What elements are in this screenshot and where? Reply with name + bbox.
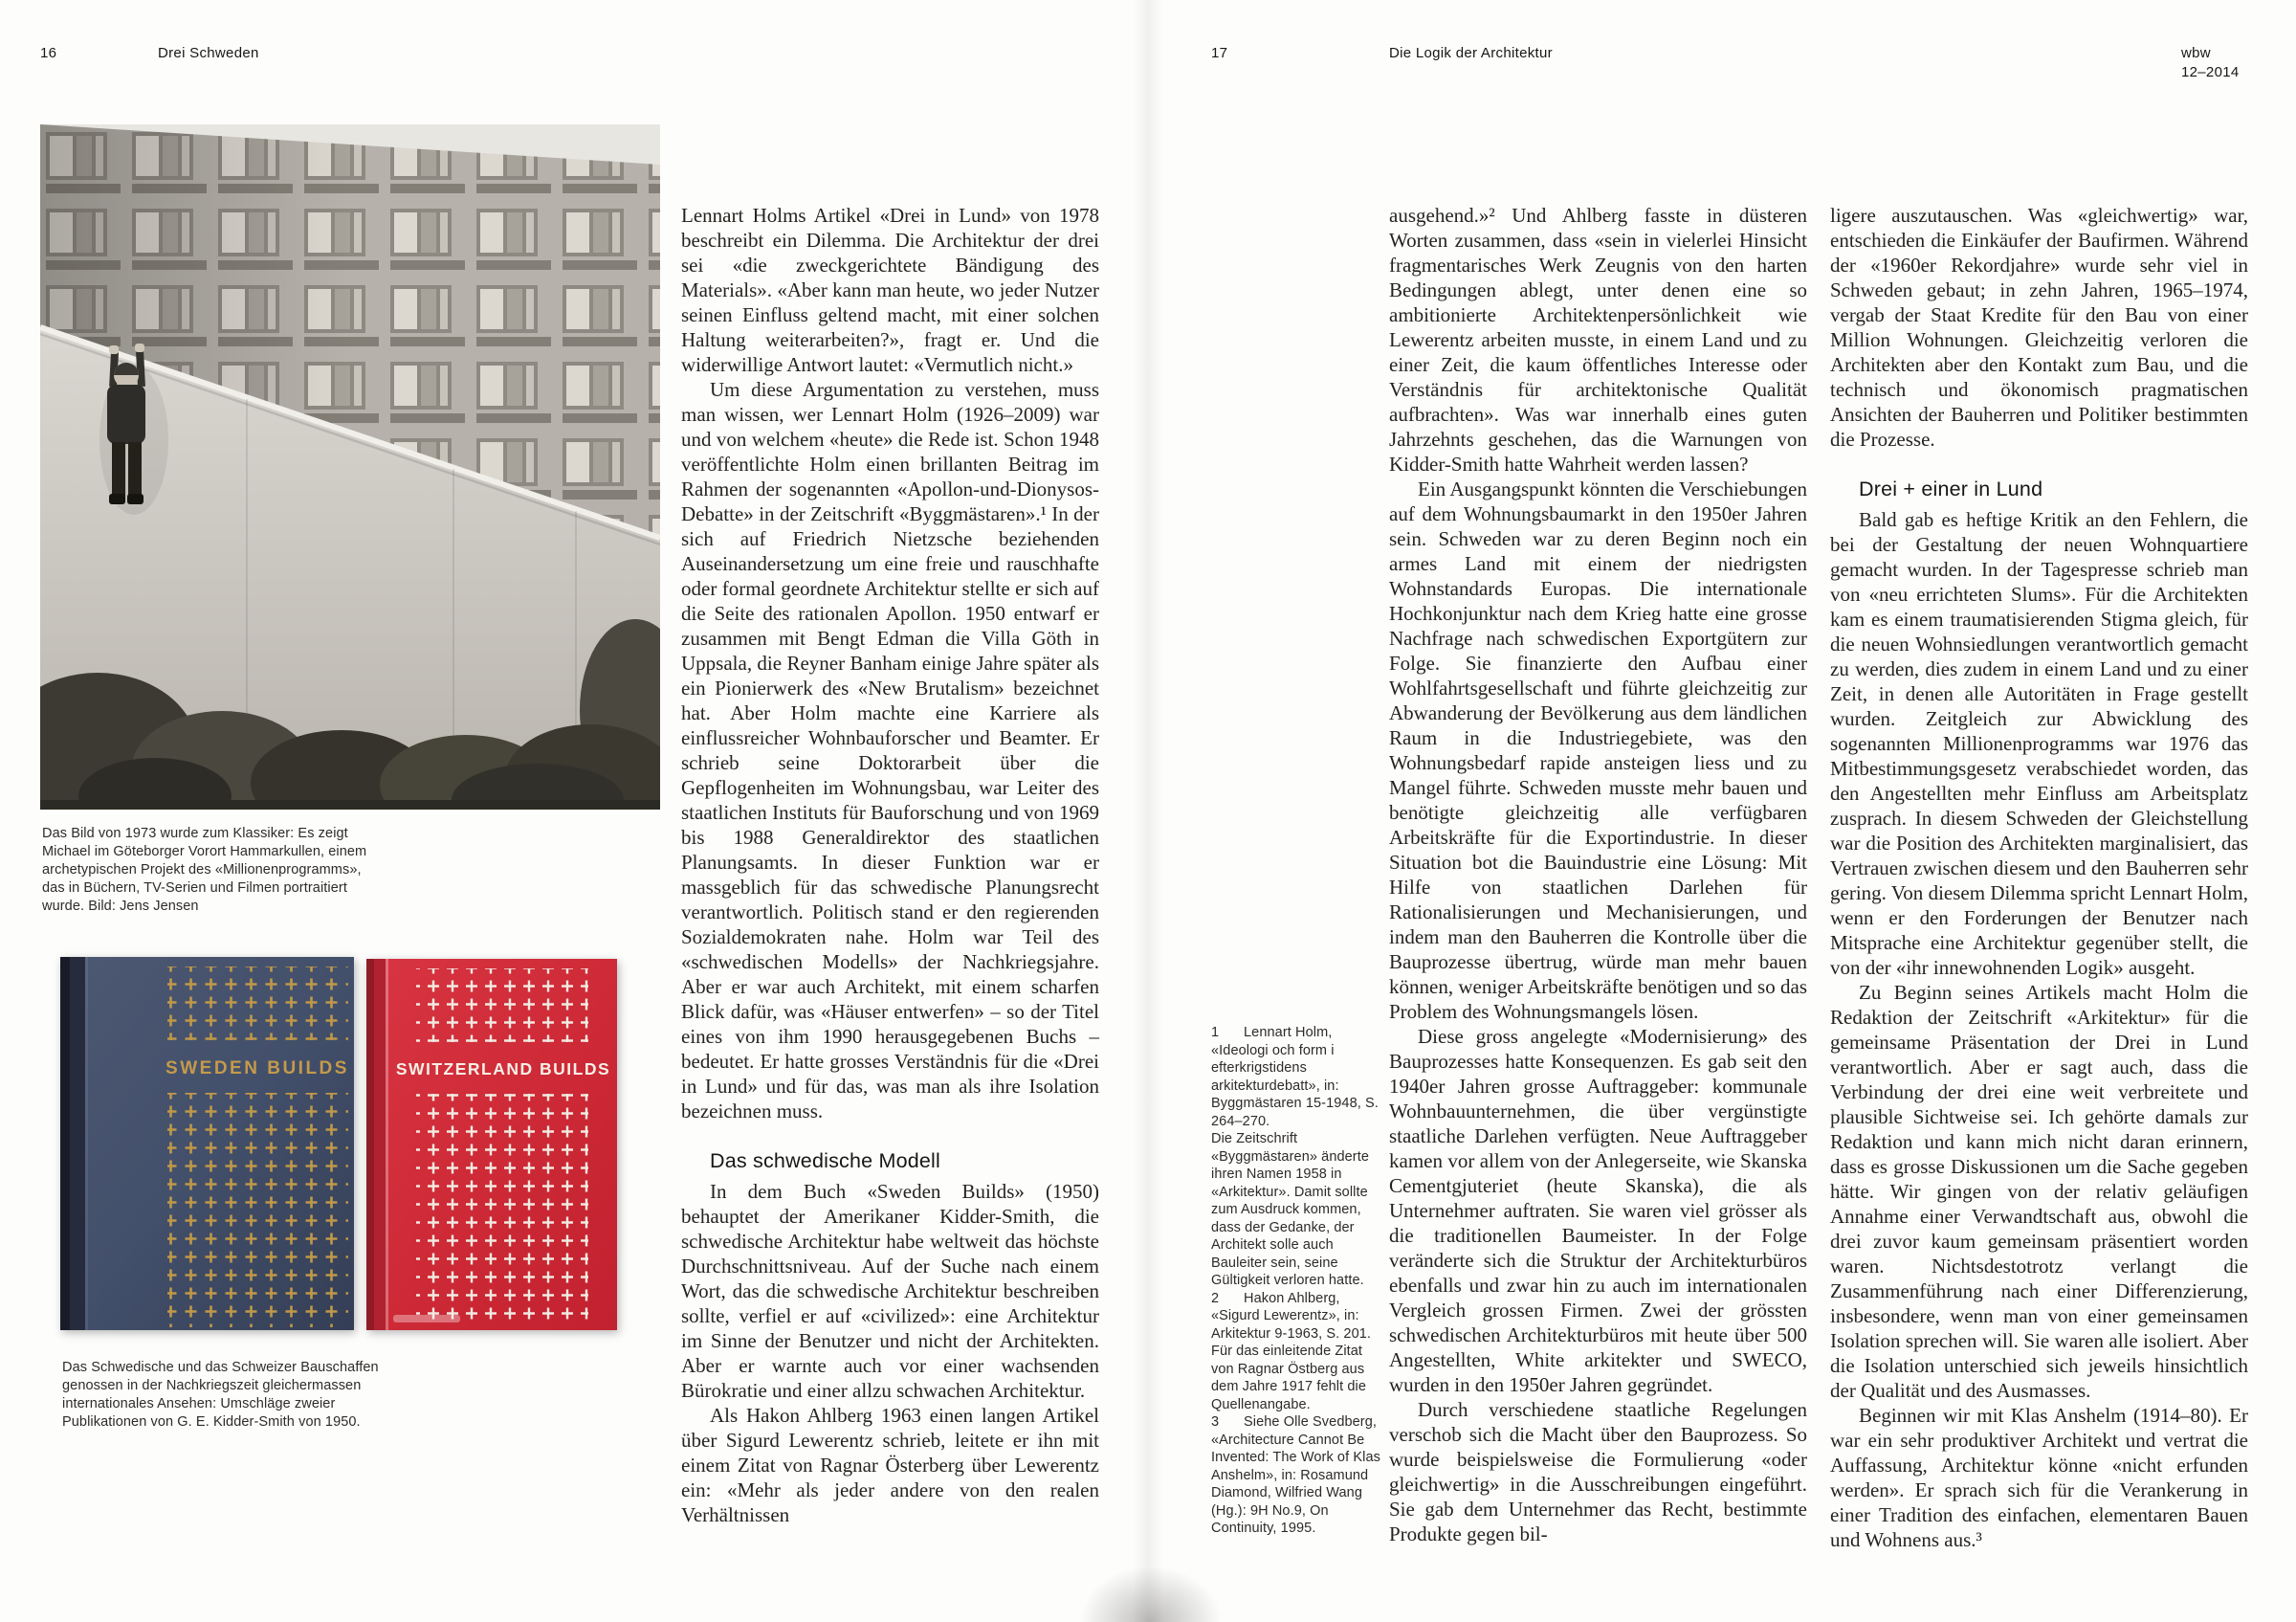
running-head-right: Die Logik der Architektur: [1389, 45, 1553, 61]
footnote-number: 1: [1211, 1025, 1220, 1040]
paragraph: Beginnen wir mit Klas Anshelm (1914–80). Er war ein sehr produktiver Architekt und vertrat die Auffassung, Architektur könne «nicht erfunden werden». Er sprach sich für die Verankerung in einer Tradition des einfachen, elementaren Bauen und Wohnens aus.³: [1830, 1404, 2248, 1551]
page-number-left: 16: [40, 45, 57, 61]
footnote-column: [1211, 1024, 1381, 1538]
footnote-text: Hakon Ahlberg, «Sigurd Lewerentz», in: Arkitektur 9-1963, S. 201. Für das einleitende Zitat von Ragnar Östberg aus dem Jahre 1917 fehlt die Quellenangabe.: [1211, 1290, 1372, 1412]
paragraph: Bald gab es heftige Kritik an den Fehlern, die bei der Gestaltung der neuen Wohnquartiere gemacht wurden. In der Tagespresse schrieb man von «neu errichteten Slums». Für die Architekten kam es einem traumatisierenden Stigma gleich, für die neuen Wohnsiedlungen verantwortlich gemacht zu werden, dies zudem in einem Land und zu einer Zeit, in denen alle Autoritäten in Frage gestellt wurden. Zeitgleich zur Abwicklung des sogenannten Millionenprogramms war 1976 das Mitbestimmungsgesetz verabschiedet worden, das den Angestellten mehr Einfluss am Arbeitsplatz zusprach. In diesem Schweden der Gleichstellung war die Position des Architekten marginalisiert, das Vertrauen zwischen diesem und den Bauherren sehr gering. Von diesem Dilemma spricht Lennart Holm, wenn er den Forderungen der Benutzer nach Mitsprache eine Architektur gegenüber stellt, die von der «ihr innewohnenden Logik» ausgeht.: [1830, 508, 2248, 979]
paragraph: ligere auszutauschen. Was «gleichwertig» war, entschieden die Einkäufer der Baufirmen. Während der «1960er Rekordjahre» wurde sehr viel in Schweden gebaut; in zehn Jahren, 1965–1974, vergab der Staat Kredite für den Bau von einer Million Wohnungen. Gleichzeitig verloren die Architekten aber den Kontakt zum Bau, und die technisch und ökonomisch pragmatischen Ansichten der Bauherren und Politiker bestimmten die Prozesse.: [1830, 204, 2248, 451]
section-subheading: Das schwedische Modell: [710, 1149, 941, 1172]
paragraph: Durch verschiedene staatliche Regelungen verschob sich die Macht über den Bauprozess. So wurde beispielsweise die Formulierung «oder gleichwertig» in die Ausschreibungen eingeführt. Sie gab dem Unternehmer das Recht, bestimmte Produkte gegen bil-: [1389, 1398, 1807, 1545]
paragraph: In dem Buch «Sweden Builds» (1950) behauptet der Amerikaner Kidder-Smith, die schwedische Architektur habe weltweit das höchste Durchschnittsniveau. Auf der Suche nach einem Wort, das die schwedische Architektur beschreiben sollte, verfiel er auf «civilized»: eine Architektur im Sinne der Benutzer und nicht der Architekten. Aber er warnte auch vor einer wachsenden Bürokratie und einer allzu schwachen Architektur.: [681, 1180, 1099, 1402]
body-column-right-page-1: [1389, 203, 1807, 1546]
cover-wear-mark: [393, 1315, 460, 1322]
book-cover-switzerland-builds: [366, 959, 617, 1330]
page-gutter: [1133, 0, 1163, 1622]
book-spine: [366, 959, 374, 1330]
paragraph: ausgehend.»² Und Ahlberg fasste in düsteren Worten zusammen, dass «sein in vielerlei Hinsicht fragmentarisches Werk Zeugnis von den harten Bedingungen ablegt, unter denen eine so ambitionierte Architektenpersönlichkeit wie Lewerentz arbeiten musste, in einem Land und zu einer Zeit, die kaum öffentliches Interesse oder Verständnis für architektonische Qualität aufbrachten». Was war innerhalb eines guten Jahrzehnts geschehen, das die Warnungen von Kidder-Smith hatte Wahrheit werden lassen?: [1389, 204, 1807, 476]
footnote: [1211, 1024, 1381, 1130]
book-title-switzerland: SWITZERLAND BUILDS: [395, 1059, 611, 1078]
issue-number: 12–2014: [2181, 64, 2240, 80]
books-caption: Das Schwedische und das Schweizer Bauschaffen genossen in der Nachkriegszeit gleichermassen internationales Ansehen: Umschläge zweier Publikationen von G. E. Kidder-Smith von 1950.: [62, 1360, 379, 1430]
footnote-text: Die Zeitschrift «Byggmästaren» änderte ihren Namen 1958 in «Arkitektur». Damit sollte zum Ausdruck kommen, dass der Gedanke, der Architekt solle auch Bauleiter sein, seine Gültigkeit verloren hatte.: [1211, 1131, 1370, 1288]
white-plus-grid-bottom: [416, 1094, 588, 1323]
paragraph: Lennart Holms Artikel «Drei in Lund» von 1978 beschreibt ein Dilemma. Die Architektur der drei sei «die zweckgerichtete Bändigung des Materials». «Aber kann man heute, wo jeder Nutzer seinen Einfluss geltend macht, mit einer solchen Haltung weiterarbeiten?», fragt er. Und die widerwillige Antwort lautet: «Vermutlich nicht.»: [681, 204, 1099, 376]
footnote: [1211, 1130, 1381, 1290]
footnote-number: 3: [1211, 1414, 1220, 1430]
paragraph: Als Hakon Ahlberg 1963 einen langen Artikel über Sigurd Lewerentz schrieb, leitete er ihn mit einem Zitat von Ragnar Österberg über Lewerentz ein: «Mehr als jeder andere von den realen Verhältnissen: [681, 1404, 1099, 1526]
footnote-text: Lennart Holm, «Ideologi och form i efterkrigstidens arkitekturdebatt», in: Byggmästaren 15-1948, S. 264–270.: [1211, 1025, 1379, 1129]
section-subheading: Drei + einer in Lund: [1859, 478, 2043, 500]
footnote-number: 2: [1211, 1290, 1220, 1306]
body-column-left-page: [681, 203, 1099, 1527]
paragraph: Ein Ausgangspunkt könnten die Verschiebungen auf dem Wohnungsbaumarkt in den 1950er Jahren sein. Schweden war zu deren Beginn noch ein armes Land mit einem der niedrigsten Wohnstandards Europas. Die internationale Hochkonjunktur nach dem Krieg hatte eine grosse Nachfrage nach schwedischen Exportgütern zur Folge. Sie finanzierte den Aufbau einer Wohlfahrtsgesellschaft und führte gleichzeitig zur Abwanderung der Bevölkerung aus dem ländlichen Raum in die Industriegebiete, was den Wohnungsbedarf rapide ansteigen liess und zu Mangel führte. Schweden musste mehr bauen und benötigte gleichzeitig alle verfügbaren Arbeitskräfte für die Exportindustrie. In dieser Situation bot die Bauindustrie eine Lösung: Mit Hilfe von staatlichen Darlehen für Rationalisierungen und Mechanisierungen, und indem man den Bauherren die Kontrolle über die Bauprozesse übertrug, würde man mehr bauen können, weniger Arbeitskräfte benötigen und so das Problem des Wohnungsmangels lösen.: [1389, 478, 1807, 1023]
binding-shadow: [1079, 1566, 1223, 1622]
book-title-sweden: SWEDEN BUILDS: [166, 1058, 349, 1078]
issue-logo: [2181, 44, 2240, 82]
magazine-name: wbw: [2181, 45, 2211, 61]
white-plus-grid-top: [416, 968, 588, 1042]
footnote-text: Siehe Olle Svedberg, «Architecture Cannot Be Invented: The Work of Klas Anshelm», in: Rosamund Diamond, Wilfried Wang (Hg.): 9H No.9, On Continuity, 1995.: [1211, 1414, 1380, 1536]
book-spine: [60, 957, 70, 1330]
gold-plus-grid-top: [167, 967, 348, 1040]
photo-caption: Das Bild von 1973 wurde zum Klassiker: Es zeigt Michael im Göteborger Vorort Hammarkullen, einem archetypischen Projekt des «Millionenprogramms», das in Büchern, TV-Serien und Filmen portraitiert wurde. Bild: Jens Jensen: [42, 826, 367, 914]
running-head-left: Drei Schweden: [158, 45, 259, 61]
footnote: [1211, 1290, 1381, 1414]
book-cover-sweden-builds: [60, 957, 354, 1330]
article-photo-hammarkullen: [40, 124, 660, 810]
paragraph: Zu Beginn seines Artikels macht Holm die Redaktion der Zeitschrift «Arkitektur» für die gemeinsame Präsentation der Drei in Lund verantwortlich. Aber er sagt auch, dass die Verbindung der drei eine weit verbreitete und plausible Sichtweise sei. Ich gehörte damals zur Redaktion und kann mich nicht daran erinnern, dass es grosse Diskussionen um die Sache gegeben hätte. Wir gingen von der relativ geläufigen Annahme einer Verwandtschaft aus, obwohl die drei zuvor kaum gemeinsam präsentiert worden waren. Nichtsdestotrotz verlangt die Zusammenführung nach einer Differenzierung, insbesondere, wenn man von einer gemeinsamen Isolation sprechen will. Sie waren alle isoliert. Aber die Isolation unterschied sich jeweils hinsichtlich der Qualität und des Ausmasses.: [1830, 981, 2248, 1402]
body-column-right-page-2: [1830, 203, 2248, 1552]
page-number-right: 17: [1211, 45, 1228, 61]
gold-plus-grid-bottom: [167, 1093, 348, 1327]
paragraph: Diese gross angelegte «Modernisierung» des Bauprozesses hatte Konsequenzen. Es gab seit den 1940er Jahren grosse Auftraggeber: kommunale Wohnbauunternehmen, die über vergünstigte staatliche Darlehen verfügten. Neue Auftraggeber kamen vor allem von der Anlegerseite, wie Skanska Cementgjuteriet (heute Skanska), die als Unternehmer auftraten. Sie waren viel grösser als die traditionellen Baumeister. In der Folge veränderte sich die Struktur der Architekturbüros ebenfalls und zwar hin zu auch im internationalen Vergleich grossen Firmen. Zwei der grössten schwedischen Architekturbüros mit heute über 500 Angestellten, White arkitekter und SWECO, wurden in den 1950er Jahren gegründet.: [1389, 1025, 1807, 1396]
footnote: [1211, 1413, 1381, 1538]
paragraph: Um diese Argumentation zu verstehen, muss man wissen, wer Lennart Holm (1926–2009) war und von welchem «heute» die Rede ist. Schon 1948 veröffentlichte Holm einen brillanten Beitrag im Rahmen der sogenannten «Apollon-und-Dionysos-Debatte» in der Zeitschrift «Byggmästaren».¹ In der sich auf Friedrich Nietzsche beziehenden Auseinandersetzung um eine freie und rauschhafte oder formal geordnete Architektur stellte er sich auf die Seite des rationalen Apollon. 1950 entwarf er zusammen mit Bengt Edman die Villa Göth in Uppsala, die Reyner Banham einige Jahre später als ein Pionierwerk des «New Brutalism» bezeichnet hat. Aber Holm machte eine Karriere als einflussreicher Wohnbauforscher und Beamter. Er schrieb seine Doktorarbeit über die Gepflogenheiten im Wohnungsbau, war Leiter des staatlichen Instituts für Bauforschung und von 1969 bis 1988 Generaldirektor des staatlichen Planungsamts. In dieser Funktion war er massgeblich für das schwedische Planungsrecht verantwortlich. Politisch stand er den regierenden Sozialdemokraten nahe. Holm war Teil des «schwedischen Modells» der Nachkriegsjahre. Aber er war auch Architekt, mit einem scharfen Blick dafür, was «Häuser entwerfen» – so der Titel eines von ihm 1990 herausgegebenen Buchs – bedeutet. Er hatte grosses Verständnis für die «Drei in Lund» und für das, was man als ihre Isolation bezeichnen muss.: [681, 378, 1099, 1122]
